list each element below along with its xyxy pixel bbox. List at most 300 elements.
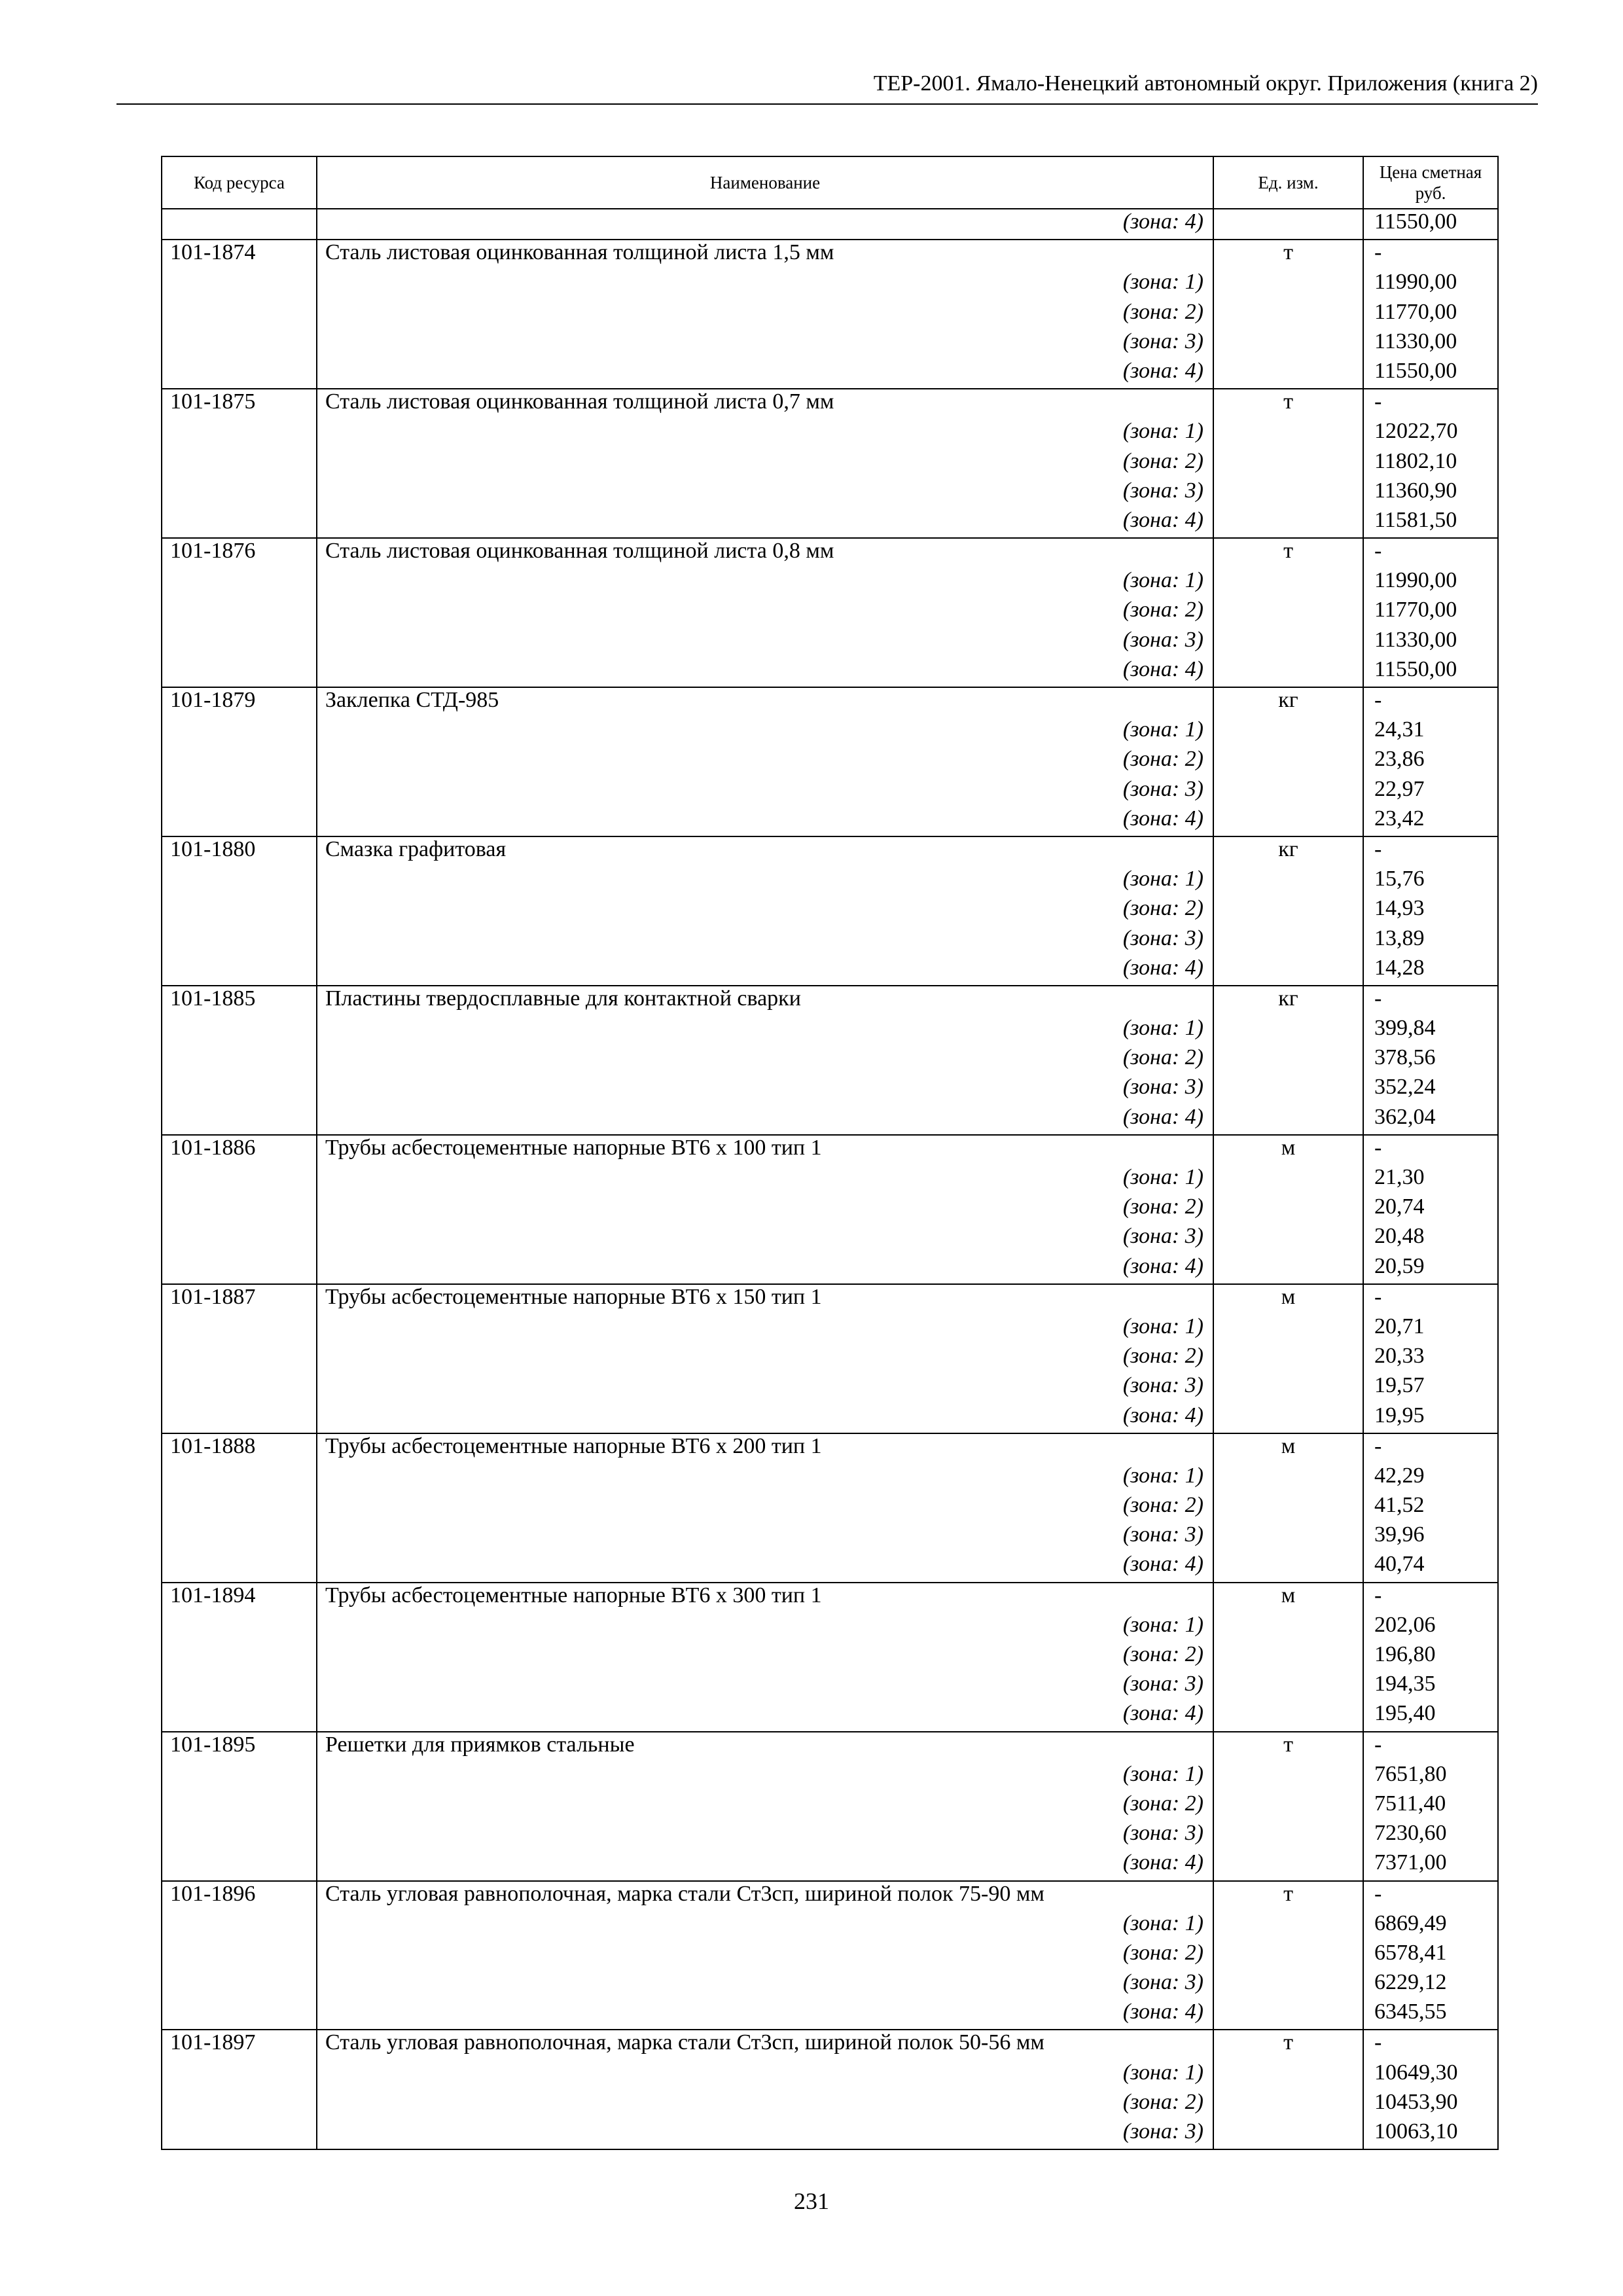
cell-code [162,926,317,956]
cell-price: 11802,10 [1363,449,1498,478]
table-row [162,896,1498,925]
cell-code [162,1821,317,1850]
cell-zone: (зона: 4) [317,359,1213,389]
cell-zone: (зона: 3) [317,478,1213,508]
table-row [162,300,1498,329]
cell-code [162,568,317,598]
table-row [162,628,1498,657]
cell-code [162,419,317,448]
cell-unit [1213,568,1363,598]
cell-unit [1213,1911,1363,1941]
cell-unit: т [1213,240,1363,270]
cell-code [162,329,317,359]
cell-zone: (зона: 2) [317,1045,1213,1075]
cell-price: - [1363,1135,1498,1165]
table-row [162,1016,1498,1045]
cell-zone: (зона: 4) [317,956,1213,986]
cell-code [162,1911,317,1941]
cell-zone: (зона: 3) [317,1672,1213,1701]
cell-code [162,209,317,240]
cell-code: 101-1894 [162,1583,317,1613]
cell-code [162,1701,317,1731]
cell-price: 11550,00 [1363,209,1498,240]
cell-price: - [1363,1433,1498,1463]
table-row [162,1791,1498,1821]
cell-unit: т [1213,538,1363,568]
cell-code [162,2119,317,2149]
cell-zone: (зона: 2) [317,1642,1213,1672]
table-row [162,687,1498,717]
cell-price: 352,24 [1363,1075,1498,1104]
table-row [162,1105,1498,1135]
cell-unit [1213,1821,1363,1850]
cell-code [162,300,317,329]
cell-price: 399,84 [1363,1016,1498,1045]
table-row [162,1403,1498,1433]
cell-unit [1213,449,1363,478]
cell-unit [1213,1016,1363,1045]
table-row [162,1224,1498,1253]
cell-price: 10063,10 [1363,2119,1498,2149]
cell-price: 20,33 [1363,1344,1498,1373]
cell-unit [1213,1522,1363,1552]
cell-code [162,2090,317,2119]
cell-price: 11990,00 [1363,568,1498,598]
table-row [162,329,1498,359]
cell-price: 194,35 [1363,1672,1498,1701]
table-row [162,1075,1498,1104]
cell-code [162,449,317,478]
cell-unit [1213,419,1363,448]
cell-zone: (зона: 4) [317,1105,1213,1135]
cell-unit [1213,896,1363,925]
cell-unit [1213,359,1363,389]
cell-price: 7371,00 [1363,1850,1498,1880]
cell-unit [1213,1970,1363,2000]
cell-price: 23,86 [1363,747,1498,776]
cell-zone: (зона: 2) [317,2090,1213,2119]
running-header: ТЕР-2001. Ямало-Ненецкий автономный округ. Приложения (книга 2) [873,71,1538,96]
table-row [162,926,1498,956]
cell-unit: т [1213,1881,1363,1911]
cell-price: 20,48 [1363,1224,1498,1253]
table-row [162,1941,1498,1970]
cell-unit [1213,1224,1363,1253]
table-row [162,508,1498,538]
cell-zone: (зона: 2) [317,1791,1213,1821]
table-row [162,1194,1498,1224]
cell-code [162,1314,317,1344]
cell-unit: кг [1213,836,1363,867]
cell-unit [1213,657,1363,687]
cell-price: 11770,00 [1363,300,1498,329]
cell-name: Заклепка СТД-985 [317,687,1213,717]
cell-unit [1213,270,1363,299]
cell-unit [1213,598,1363,627]
cell-price: 19,95 [1363,1403,1498,1433]
cell-zone: (зона: 2) [317,1344,1213,1373]
cell-price: 19,57 [1363,1373,1498,1403]
cell-zone: (зона: 4) [317,806,1213,836]
cell-unit [1213,1194,1363,1224]
cell-price: 24,31 [1363,717,1498,747]
cell-name: Трубы асбестоцементные напорные ВТ6 х 200 тип 1 [317,1433,1213,1463]
cell-zone: (зона: 4) [317,1850,1213,1880]
cell-code: 101-1874 [162,240,317,270]
cell-price: 11330,00 [1363,628,1498,657]
table-row [162,657,1498,687]
table-row [162,867,1498,896]
cell-zone: (зона: 1) [317,2060,1213,2090]
cell-code [162,1165,317,1194]
cell-code [162,956,317,986]
cell-code [162,747,317,776]
cell-price: - [1363,986,1498,1016]
cell-code [162,1850,317,1880]
cell-code [162,508,317,538]
cell-code [162,1762,317,1791]
cell-price: 41,52 [1363,1493,1498,1522]
cell-zone: (зона: 1) [317,867,1213,896]
table-row [162,449,1498,478]
table-row [162,2000,1498,2030]
cell-zone: (зона: 2) [317,300,1213,329]
cell-unit [1213,1463,1363,1493]
cell-code [162,1373,317,1403]
cell-code [162,1254,317,1284]
cell-code: 101-1880 [162,836,317,867]
table-row [162,747,1498,776]
cell-zone: (зона: 4) [317,1552,1213,1582]
cell-code [162,1613,317,1642]
cell-price: 10453,90 [1363,2090,1498,2119]
cell-unit [1213,1701,1363,1731]
cell-unit [1213,956,1363,986]
table-row [162,1672,1498,1701]
cell-unit [1213,478,1363,508]
cell-zone: (зона: 1) [317,1165,1213,1194]
cell-zone: (зона: 4) [317,2000,1213,2030]
cell-zone: (зона: 4) [317,1701,1213,1731]
cell-price: - [1363,538,1498,568]
cell-code [162,896,317,925]
cell-price: 39,96 [1363,1522,1498,1552]
cell-unit [1213,1254,1363,1284]
cell-unit [1213,1373,1363,1403]
cell-price: 11550,00 [1363,657,1498,687]
table-row [162,598,1498,627]
cell-code [162,1791,317,1821]
cell-unit [1213,1075,1363,1104]
cell-code [162,1463,317,1493]
cell-price: 10649,30 [1363,2060,1498,2090]
cell-zone: (зона: 1) [317,1613,1213,1642]
table-row [162,777,1498,806]
table-row [162,1284,1498,1314]
cell-unit [1213,508,1363,538]
cell-code: 101-1875 [162,389,317,419]
cell-price: 23,42 [1363,806,1498,836]
cell-zone: (зона: 3) [317,1821,1213,1850]
cell-code [162,270,317,299]
cell-code: 101-1879 [162,687,317,717]
table-row [162,1613,1498,1642]
cell-zone: (зона: 4) [317,508,1213,538]
cell-price: 12022,70 [1363,419,1498,448]
cell-price: 378,56 [1363,1045,1498,1075]
table-row [162,836,1498,867]
cell-price: - [1363,1583,1498,1613]
table-row [162,2030,1498,2060]
table-row [162,478,1498,508]
cell-price: 11990,00 [1363,270,1498,299]
cell-zone: (зона: 2) [317,598,1213,627]
cell-price: 7651,80 [1363,1762,1498,1791]
table-row [162,1583,1498,1613]
cell-code: 101-1876 [162,538,317,568]
cell-unit: м [1213,1135,1363,1165]
cell-price: - [1363,1732,1498,1762]
table-row [162,2090,1498,2119]
cell-code [162,1403,317,1433]
cell-name: Трубы асбестоцементные напорные ВТ6 х 100 тип 1 [317,1135,1213,1165]
cell-unit: м [1213,1284,1363,1314]
cell-name: Трубы асбестоцементные напорные ВТ6 х 300 тип 1 [317,1583,1213,1613]
cell-unit [1213,209,1363,240]
cell-price: 11581,50 [1363,508,1498,538]
cell-code [162,1522,317,1552]
cell-unit: кг [1213,687,1363,717]
table-row [162,270,1498,299]
cell-unit [1213,1552,1363,1582]
cell-name: Сталь угловая равнополочная, марка стали Ст3сп, шириной полок 50-56 мм [317,2030,1213,2060]
cell-price: 362,04 [1363,1105,1498,1135]
cell-price: - [1363,1284,1498,1314]
cell-price: - [1363,240,1498,270]
cell-price: 15,76 [1363,867,1498,896]
table-row [162,1344,1498,1373]
cell-code [162,1224,317,1253]
table-row [162,568,1498,598]
cell-zone: (зона: 3) [317,1970,1213,2000]
cell-code [162,1016,317,1045]
cell-unit: т [1213,1732,1363,1762]
cell-price: 6229,12 [1363,1970,1498,2000]
cell-price: 6578,41 [1363,1941,1498,1970]
cell-unit: кг [1213,986,1363,1016]
cell-code: 101-1895 [162,1732,317,1762]
cell-price: 11770,00 [1363,598,1498,627]
cell-code: 101-1885 [162,986,317,1016]
table-row [162,1881,1498,1911]
cell-price: 14,93 [1363,896,1498,925]
table-row [162,1911,1498,1941]
cell-price: 20,74 [1363,1194,1498,1224]
column-header-unit: Ед. изм. [1213,156,1363,209]
cell-unit [1213,1762,1363,1791]
cell-code [162,359,317,389]
table-row [162,1045,1498,1075]
cell-zone: (зона: 1) [317,1314,1213,1344]
table-row [162,1701,1498,1731]
cell-name: Решетки для приямков стальные [317,1732,1213,1762]
table-row [162,1433,1498,1463]
cell-unit: м [1213,1433,1363,1463]
table-row [162,419,1498,448]
cell-zone: (зона: 2) [317,1194,1213,1224]
cell-unit [1213,1791,1363,1821]
cell-zone: (зона: 3) [317,1522,1213,1552]
cell-unit [1213,1672,1363,1701]
cell-zone: (зона: 3) [317,1075,1213,1104]
table-row [162,717,1498,747]
cell-code [162,1552,317,1582]
cell-price: 20,71 [1363,1314,1498,1344]
cell-price: 195,40 [1363,1701,1498,1731]
header-rule [116,103,1538,105]
cell-price: 20,59 [1363,1254,1498,1284]
cell-unit [1213,1493,1363,1522]
table-row [162,538,1498,568]
cell-zone: (зона: 1) [317,1016,1213,1045]
cell-unit [1213,1314,1363,1344]
cell-zone: (зона: 3) [317,777,1213,806]
cell-code: 101-1887 [162,1284,317,1314]
cell-price: 6345,55 [1363,2000,1498,2030]
cell-zone: (зона: 4) [317,209,1213,240]
cell-code [162,867,317,896]
cell-unit [1213,867,1363,896]
cell-price: 7511,40 [1363,1791,1498,1821]
table-row [162,986,1498,1016]
table-row [162,1732,1498,1762]
cell-price: 11330,00 [1363,329,1498,359]
cell-price: - [1363,687,1498,717]
cell-unit: т [1213,2030,1363,2060]
cell-unit [1213,628,1363,657]
table-row [162,1970,1498,2000]
cell-zone: (зона: 3) [317,628,1213,657]
table-body [162,209,1498,2149]
cell-price: - [1363,836,1498,867]
table-row [162,2060,1498,2090]
cell-unit [1213,2119,1363,2149]
table-row [162,956,1498,986]
cell-code [162,1075,317,1104]
cell-code [162,1493,317,1522]
cell-unit [1213,1045,1363,1075]
cell-unit [1213,2090,1363,2119]
cell-unit: т [1213,389,1363,419]
cell-unit: м [1213,1583,1363,1613]
cell-name: Сталь листовая оцинкованная толщиной листа 0,8 мм [317,538,1213,568]
table-row [162,209,1498,240]
cell-code [162,657,317,687]
cell-price: 22,97 [1363,777,1498,806]
table-row [162,1254,1498,1284]
price-table [161,156,1499,2150]
cell-zone: (зона: 2) [317,896,1213,925]
cell-code: 101-1896 [162,1881,317,1911]
cell-zone: (зона: 1) [317,270,1213,299]
column-header-code: Код ресурса [162,156,317,209]
cell-zone: (зона: 3) [317,2119,1213,2149]
table-row [162,1135,1498,1165]
cell-price: 40,74 [1363,1552,1498,1582]
cell-code [162,1941,317,1970]
cell-price: 42,29 [1363,1463,1498,1493]
cell-name: Сталь листовая оцинкованная толщиной листа 1,5 мм [317,240,1213,270]
cell-code: 101-1886 [162,1135,317,1165]
cell-price: 11550,00 [1363,359,1498,389]
cell-price: 14,28 [1363,956,1498,986]
cell-zone: (зона: 1) [317,568,1213,598]
cell-unit [1213,926,1363,956]
cell-zone: (зона: 1) [317,1762,1213,1791]
table-row [162,1642,1498,1672]
cell-unit [1213,1850,1363,1880]
cell-code [162,717,317,747]
cell-zone: (зона: 3) [317,1224,1213,1253]
cell-code: 101-1897 [162,2030,317,2060]
cell-unit [1213,1642,1363,1672]
cell-name: Сталь угловая равнополочная, марка стали Ст3сп, шириной полок 75-90 мм [317,1881,1213,1911]
cell-zone: (зона: 2) [317,1941,1213,1970]
cell-zone: (зона: 3) [317,926,1213,956]
cell-price: - [1363,389,1498,419]
cell-unit [1213,1613,1363,1642]
column-header-name: Наименование [317,156,1213,209]
cell-code [162,806,317,836]
cell-unit [1213,2000,1363,2030]
column-header-price: Цена сметная руб. [1363,156,1498,209]
cell-price: 6869,49 [1363,1911,1498,1941]
cell-price: 196,80 [1363,1642,1498,1672]
cell-zone: (зона: 3) [317,329,1213,359]
cell-zone: (зона: 2) [317,747,1213,776]
cell-unit [1213,1403,1363,1433]
table-row [162,1850,1498,1880]
cell-price: 7230,60 [1363,1821,1498,1850]
cell-unit [1213,747,1363,776]
cell-zone: (зона: 1) [317,1911,1213,1941]
cell-unit [1213,2060,1363,2090]
cell-code [162,1194,317,1224]
table-row [162,1522,1498,1552]
cell-zone: (зона: 1) [317,1463,1213,1493]
table-row [162,359,1498,389]
table-row [162,1552,1498,1582]
cell-zone: (зона: 4) [317,1403,1213,1433]
table-row [162,1463,1498,1493]
cell-name: Пластины твердосплавные для контактной сварки [317,986,1213,1016]
cell-zone: (зона: 3) [317,1373,1213,1403]
cell-price: 13,89 [1363,926,1498,956]
cell-code [162,1105,317,1135]
cell-price: - [1363,1881,1498,1911]
cell-code [162,1970,317,2000]
table-row [162,1762,1498,1791]
cell-unit [1213,1941,1363,1970]
cell-zone: (зона: 2) [317,449,1213,478]
cell-price: - [1363,2030,1498,2060]
cell-name: Сталь листовая оцинкованная толщиной листа 0,7 мм [317,389,1213,419]
cell-zone: (зона: 1) [317,717,1213,747]
cell-code [162,777,317,806]
cell-zone: (зона: 4) [317,657,1213,687]
table-row [162,2119,1498,2149]
table-row [162,1314,1498,1344]
